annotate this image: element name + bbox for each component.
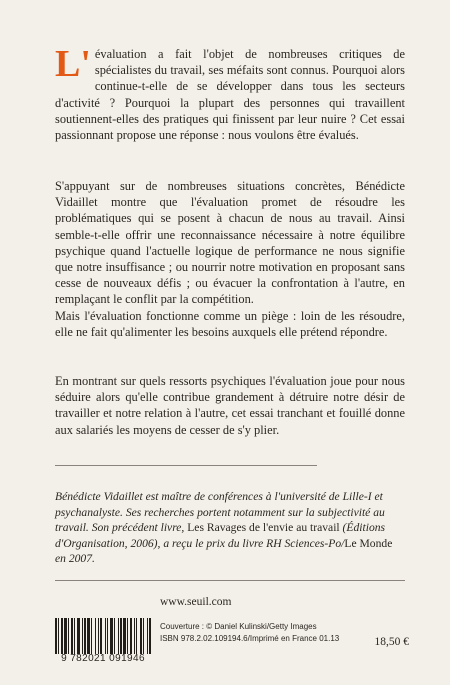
intro-text: évaluation a fait l'objet de nombreuses critiques de spécialistes du travail, ses méfaits sont connus. Pourquoi alors continue-t-elle de se développer dans tous les secteurs d'activité ? Pourquoi la plupart des personnes qui travaillent soutiennent-elles des pratiques qui finissent par leur nuire ? Cet essai passionnant propose une réponse : nous voulons être évalués. <box>55 47 405 143</box>
author-bio <box>55 489 405 567</box>
cover-credit: Couverture : © Daniel Kulinski/Getty Images <box>160 622 317 631</box>
isbn-line: ISBN 978.2.02.109194.6/Imprimé en France 01.13 <box>160 634 340 643</box>
barcode-bars <box>55 618 151 654</box>
body-par-2: Mais l'évaluation fonctionne comme un piège : loin de les résoudre, elle ne fait qu'alimenter les besoins auxquels elle prétend répondre. <box>55 308 405 339</box>
body-par-1: S'appuyant sur de nombreuses situations concrètes, Bénédicte Vidaillet montre que l'évaluation promet de résoudre les problématiques qui se posent à chacun de nous au travail. Ainsi semble-t-elle offrir une reconnaissance nécessaire à notre équilibre psychique quand l'actuelle logique de performance ne nous signifie que notre insuffisance ; ou nourrir notre motivation en proposant sans cesse de nouveaux défis ; ou évacuer la confrontation à l'autre, en remplaçant le conflit par la compétition. <box>55 179 405 307</box>
section-divider <box>55 465 317 466</box>
body-paragraph-1 <box>55 178 405 340</box>
bio-part-2: (Éditions d'Organisation, 2006), a reçu le prix du livre RH Sciences-Po/ <box>55 521 386 550</box>
price: 18,50 € <box>374 636 409 648</box>
barcode-bar <box>149 618 151 654</box>
intro-paragraph <box>55 43 405 143</box>
website-link[interactable]: www.seuil.com <box>160 596 232 608</box>
footer-divider <box>55 580 405 581</box>
bio-book-title: Les Ravages de l'envie au travail <box>187 521 340 535</box>
body-par-3: En montrant sur quels ressorts psychiques l'évaluation joue pour nous séduire alors qu'elle contribue grandement à détruire notre désir de travailler et notre relation à l'autre, cet essai tranchant et fouillé donne aux salariés les moyens de cesser de s'y plier. <box>55 374 405 437</box>
body-paragraph-3 <box>55 373 405 438</box>
drop-cap: L' <box>55 43 91 85</box>
credits <box>160 621 339 645</box>
bio-part-1: Bénédicte Vidaillet est maître de conférences à l'université de Lille-I et psychanalyste. Ses recherches portent notamment sur la subjectivité au travail. Son précédent livre, <box>55 490 385 535</box>
barcode-number: 9 782021 091946 <box>61 653 145 664</box>
bio-part-3: en 2007. <box>55 552 95 566</box>
bio-newspaper: Le Monde <box>344 536 393 550</box>
barcode <box>55 618 151 666</box>
